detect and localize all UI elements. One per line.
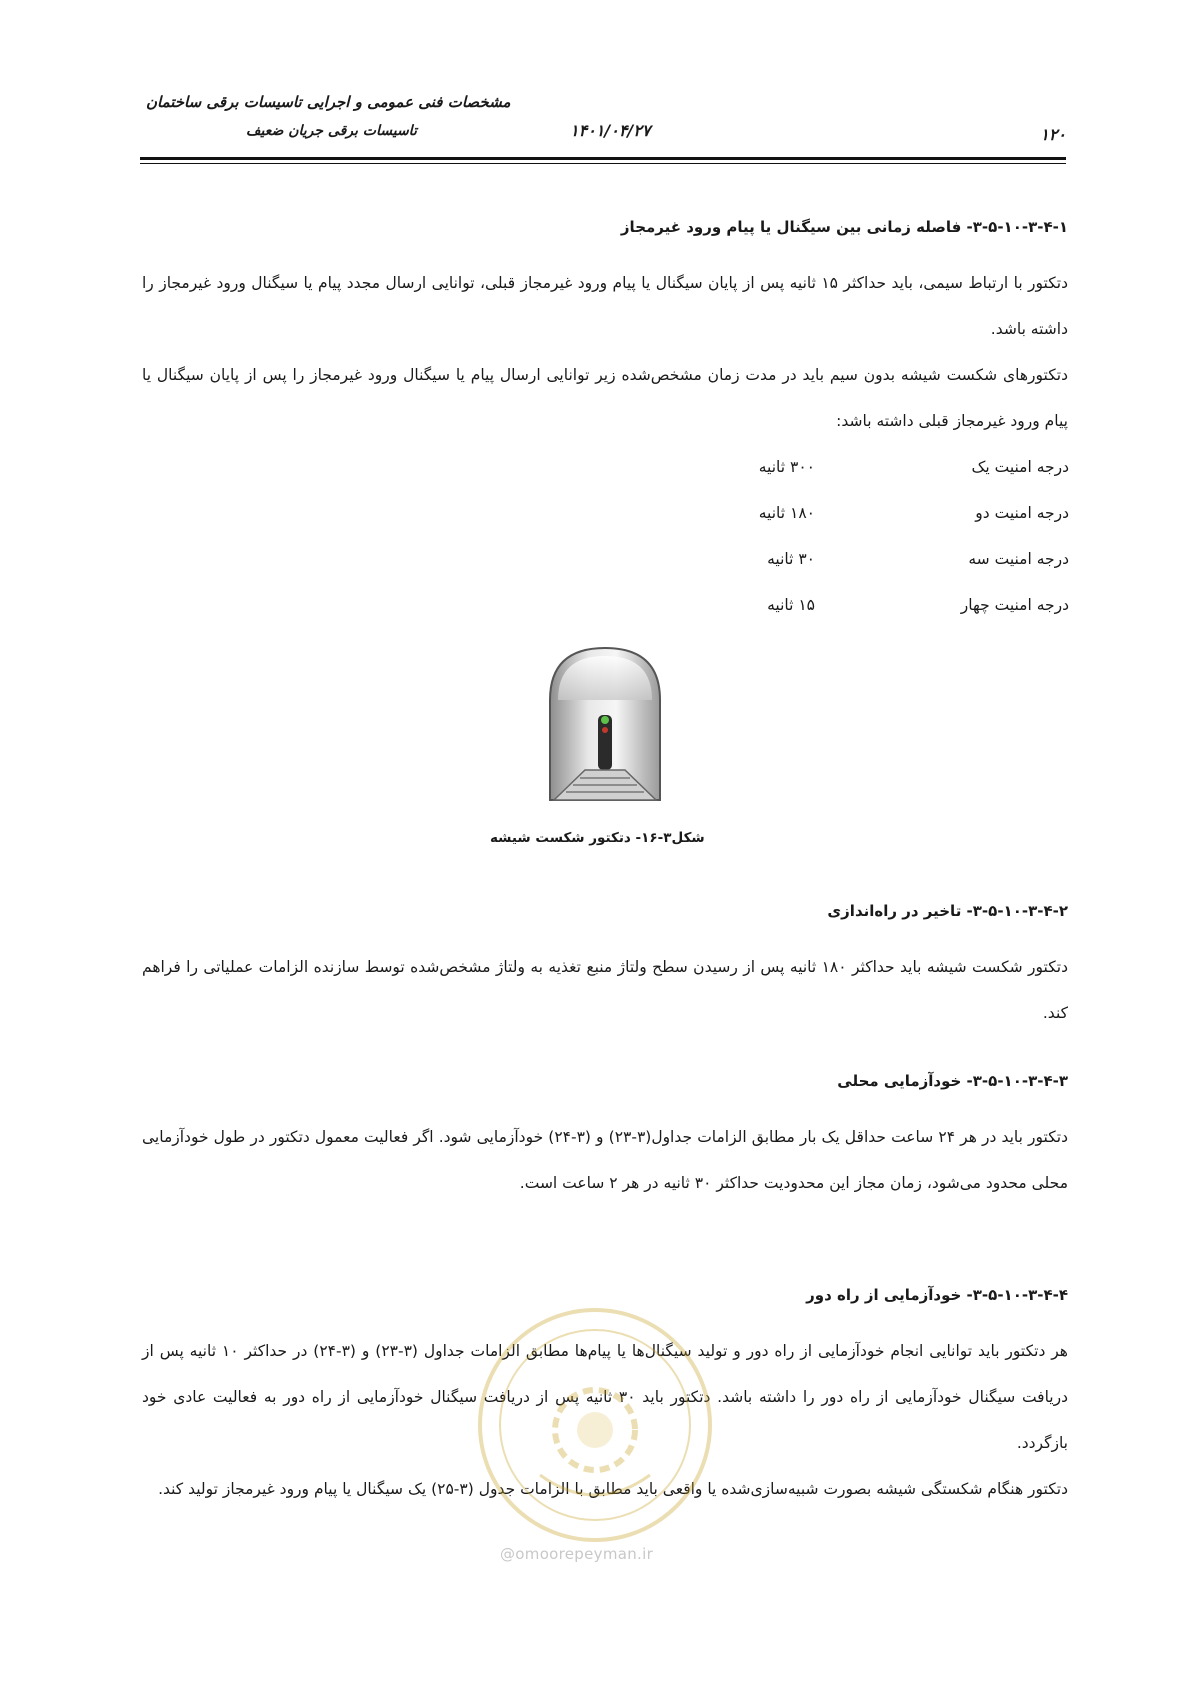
figure-caption: شکل۳-۱۶- دتکتور شکست شیشه bbox=[490, 830, 705, 846]
section-2 bbox=[142, 902, 1068, 920]
grade-value: ۳۰۰ ثانیه bbox=[758, 458, 815, 476]
section-3 bbox=[142, 1072, 1068, 1090]
section-1-body bbox=[142, 260, 1068, 444]
section-3-body bbox=[142, 1114, 1068, 1206]
page-header bbox=[140, 85, 1066, 165]
header-date: ۱۴۰۱/۰۴/۲۷ bbox=[570, 121, 651, 140]
header-title: مشخصات فنی عمومی و اجرایی تاسیسات برقی ساختمان bbox=[146, 93, 511, 111]
header-titles bbox=[146, 93, 511, 139]
glass-break-detector-icon bbox=[540, 640, 670, 810]
section-title: ۳-۵-۱۰-۳-۴-۴- خودآزمایی از راه دور bbox=[806, 1286, 1068, 1304]
section-title: ۳-۵-۱۰-۳-۴-۲- تاخیر در راه‌اندازی bbox=[827, 902, 1068, 920]
section-title: ۳-۵-۱۰-۳-۴-۳- خودآزمایی محلی bbox=[837, 1072, 1068, 1090]
grade-value: ۳۰ ثانیه bbox=[767, 550, 815, 568]
grade-label: درجه امنیت دو bbox=[975, 504, 1069, 522]
header-rule-thick bbox=[140, 157, 1066, 160]
page-number: ۱۲۰ bbox=[1040, 125, 1066, 144]
grade-value: ۱۸۰ ثانیه bbox=[758, 504, 815, 522]
grade-value: ۱۵ ثانیه bbox=[767, 596, 815, 614]
paragraph: دتکتورهای شکست شیشه بدون سیم باید در مدت زمان مشخص‌شده زیر توانایی ارسال پیام یا سیگنال ورود غیرمجاز را پس از پایان سیگنال یا پیام ورود غیرمجاز قبلی داشته باشد: bbox=[142, 366, 1068, 430]
paragraph: دتکتور شکست شیشه باید حداکثر ۱۸۰ ثانیه پس از رسیدن سطح ولتاژ منبع تغذیه به ولتاژ مشخص‌شده توسط سازنده الزامات عملیاتی را فراهم کند. bbox=[142, 958, 1068, 1022]
header-rule-thin bbox=[140, 163, 1066, 164]
section-1 bbox=[142, 218, 1068, 236]
grade-label: درجه امنیت سه bbox=[968, 550, 1069, 568]
section-2-body bbox=[142, 944, 1068, 1036]
watermark-seal-icon bbox=[470, 1300, 720, 1550]
watermark-text: @omoorepeyman.ir bbox=[500, 1545, 654, 1563]
grade-label: درجه امنیت یک bbox=[971, 458, 1069, 476]
section-title: ۳-۵-۱۰-۳-۴-۱- فاصله زمانی بین سیگنال یا پیام ورود غیرمجاز bbox=[620, 218, 1068, 236]
paragraph: دتکتور هنگام شکستگی شیشه بصورت شبیه‌سازی‌شده یا واقعی باید مطابق با الزامات جدول (۳-۲۵) یک سیگنال یا پیام ورود غیرمجاز تولید کند. bbox=[158, 1480, 1068, 1498]
paragraph: هر دتکتور باید توانایی انجام خودآزمایی از راه دور و تولید سیگنال‌ها یا پیام‌ها مطابق الزامات جداول (۳-۲۳) و (۳-۲۴) در حداکثر ۱۰ ثانیه پس از دریافت سیگنال خودآزمایی از راه دور را داشته باشد. دتکتور باید ۳۰ ثانیه پس از دریافت سیگنال خودآزمایی از راه دور به فعالیت عادی خود بازگردد. bbox=[142, 1342, 1068, 1452]
paragraph: دتکتور باید در هر ۲۴ ساعت حداقل یک بار مطابق الزامات جداول(۳-۲۳) و (۳-۲۴) خودآزمایی شود. اگر فعالیت معمول دتکتور در طول خودآزمایی محلی محدود می‌شود، زمان مجاز این محدودیت حداکثر ۳۰ ثانیه در هر ۲ ساعت است. bbox=[142, 1128, 1068, 1192]
paragraph: دتکتور با ارتباط سیمی، باید حداکثر ۱۵ ثانیه پس از پایان سیگنال یا پیام ورود غیرمجاز قبلی، توانایی ارسال مجدد پیام یا سیگنال ورود غیرمجاز را داشته باشد. bbox=[142, 274, 1068, 338]
grade-label: درجه امنیت چهار bbox=[960, 596, 1069, 614]
header-subtitle: تاسیسات برقی جریان ضعیف bbox=[246, 123, 417, 139]
